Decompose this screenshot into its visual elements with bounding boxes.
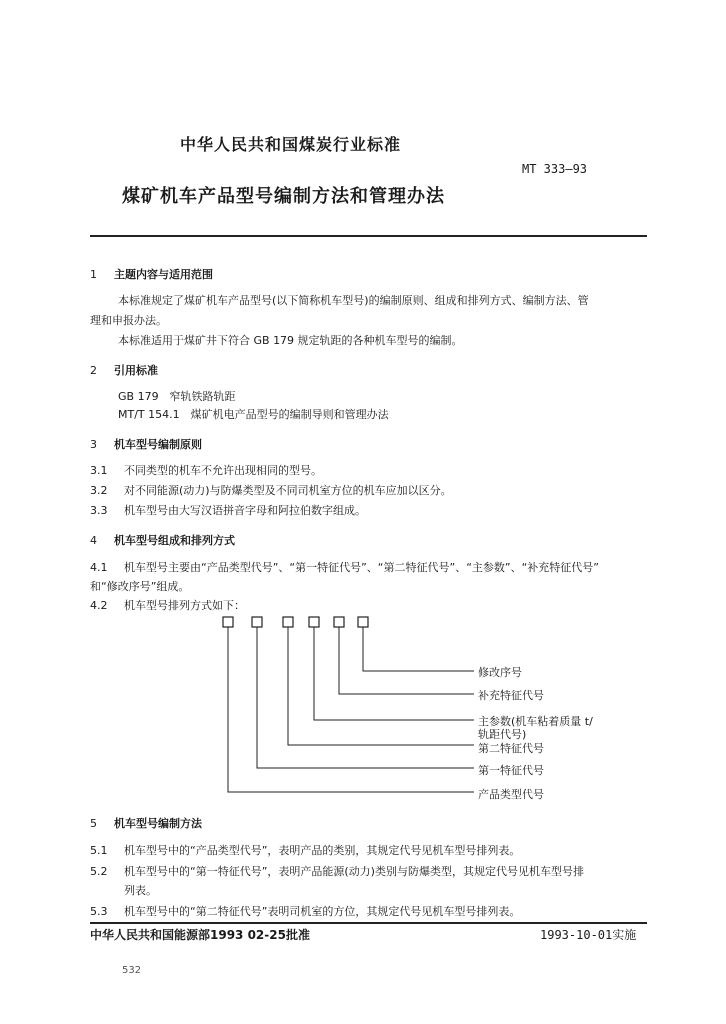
clause-item: 4.1 机车型号主要由“产品类型代号”、“第一特征代号”、“第二特征代号”、“主参数”、“补充特征代号” xyxy=(90,561,599,574)
standard-code: MT 333—93 xyxy=(522,162,588,176)
section-title: 主题内容与适用范围 xyxy=(114,268,213,281)
code-box-second-feature xyxy=(283,617,293,627)
connector-revision xyxy=(363,627,474,671)
footer-divider xyxy=(90,922,647,924)
diagram-label-main-parameter-cont: 轨距代号) xyxy=(478,728,527,741)
section-number: 3 xyxy=(90,438,97,451)
section-title: 机车型号编制方法 xyxy=(114,817,202,830)
code-box-product-type xyxy=(223,617,233,627)
paragraph: 和“修改序号”组成。 xyxy=(90,580,190,593)
code-box-first-feature xyxy=(252,617,262,627)
approval-line: 中华人民共和国能源部1993 02-25批准 xyxy=(90,928,310,942)
section-number: 4 xyxy=(90,534,97,547)
diagram-label-first-feature: 第一特征代号 xyxy=(478,764,544,777)
code-box-supplementary-feature xyxy=(334,617,344,627)
reference-item: GB 179 窄轨铁路轨距 xyxy=(118,390,236,403)
connector-first-feature xyxy=(257,627,474,768)
paragraph: 本标准适用于煤矿井下符合 GB 179 规定轨距的各种机车型号的编制。 xyxy=(118,334,463,347)
diagram-label-second-feature: 第二特征代号 xyxy=(478,742,544,755)
clause-item: 5.2 机车型号中的“第一特征代号”，表明产品能源(动力)类别与防爆类型，其规定代号见机车型号排 xyxy=(90,865,584,878)
clause-item: 5.3 机车型号中的“第二特征代号”表明司机室的方位，其规定代号见机车型号排列表。 xyxy=(90,905,521,918)
diagram-label-revision: 修改序号 xyxy=(478,666,522,679)
clause-item: 3.2 对不同能源(动力)与防爆类型及不同司机室方位的机车应加以区分。 xyxy=(90,484,452,497)
section-title: 机车型号组成和排列方式 xyxy=(114,534,235,547)
clause-item: 5.1 机车型号中的“产品类型代号”，表明产品的类别，其规定代号见机车型号排列表。 xyxy=(90,844,521,857)
connector-main-parameter xyxy=(314,627,474,720)
section-title: 引用标准 xyxy=(114,364,158,377)
standard-category-title: 中华人民共和国煤炭行业标准 xyxy=(180,135,402,154)
paragraph: 理和申报办法。 xyxy=(90,314,167,327)
paragraph: 本标准规定了煤矿机车产品型号(以下简称机车型号)的编制原则、组成和排列方式、编制方法、管 xyxy=(118,294,589,307)
section-number: 1 xyxy=(90,268,97,281)
code-box-main-parameter xyxy=(309,617,319,627)
section-number: 2 xyxy=(90,364,97,377)
effective-date: 1993-10-01实施 xyxy=(540,928,637,942)
diagram-label-main-parameter: 主参数(机车粘着质量 t/ xyxy=(478,715,593,728)
clause-item: 3.1 不同类型的机车不允许出现相同的型号。 xyxy=(90,464,322,477)
page-number: 532 xyxy=(122,965,142,976)
section-title: 机车型号编制原则 xyxy=(114,438,202,451)
code-box-revision xyxy=(358,617,368,627)
reference-item: MT/T 154.1 煤矿机电产品型号的编制导则和管理办法 xyxy=(118,408,389,421)
clause-item: 4.2 机车型号排列方式如下： xyxy=(90,599,245,612)
section-5-heading xyxy=(90,815,202,831)
diagram-label-supplementary-feature: 补充特征代号 xyxy=(478,689,544,702)
clause-item: 3.3 机车型号由大写汉语拼音字母和阿拉伯数字组成。 xyxy=(90,504,366,517)
connector-second-feature xyxy=(288,627,474,745)
connector-product-type xyxy=(228,627,474,792)
paragraph: 列表。 xyxy=(124,884,157,897)
diagram-label-product-type: 产品类型代号 xyxy=(478,788,544,801)
connector-supplementary-feature xyxy=(339,627,474,694)
section-number: 5 xyxy=(90,817,97,830)
document-title: 煤矿机车产品型号编制方法和管理办法 xyxy=(122,186,445,207)
